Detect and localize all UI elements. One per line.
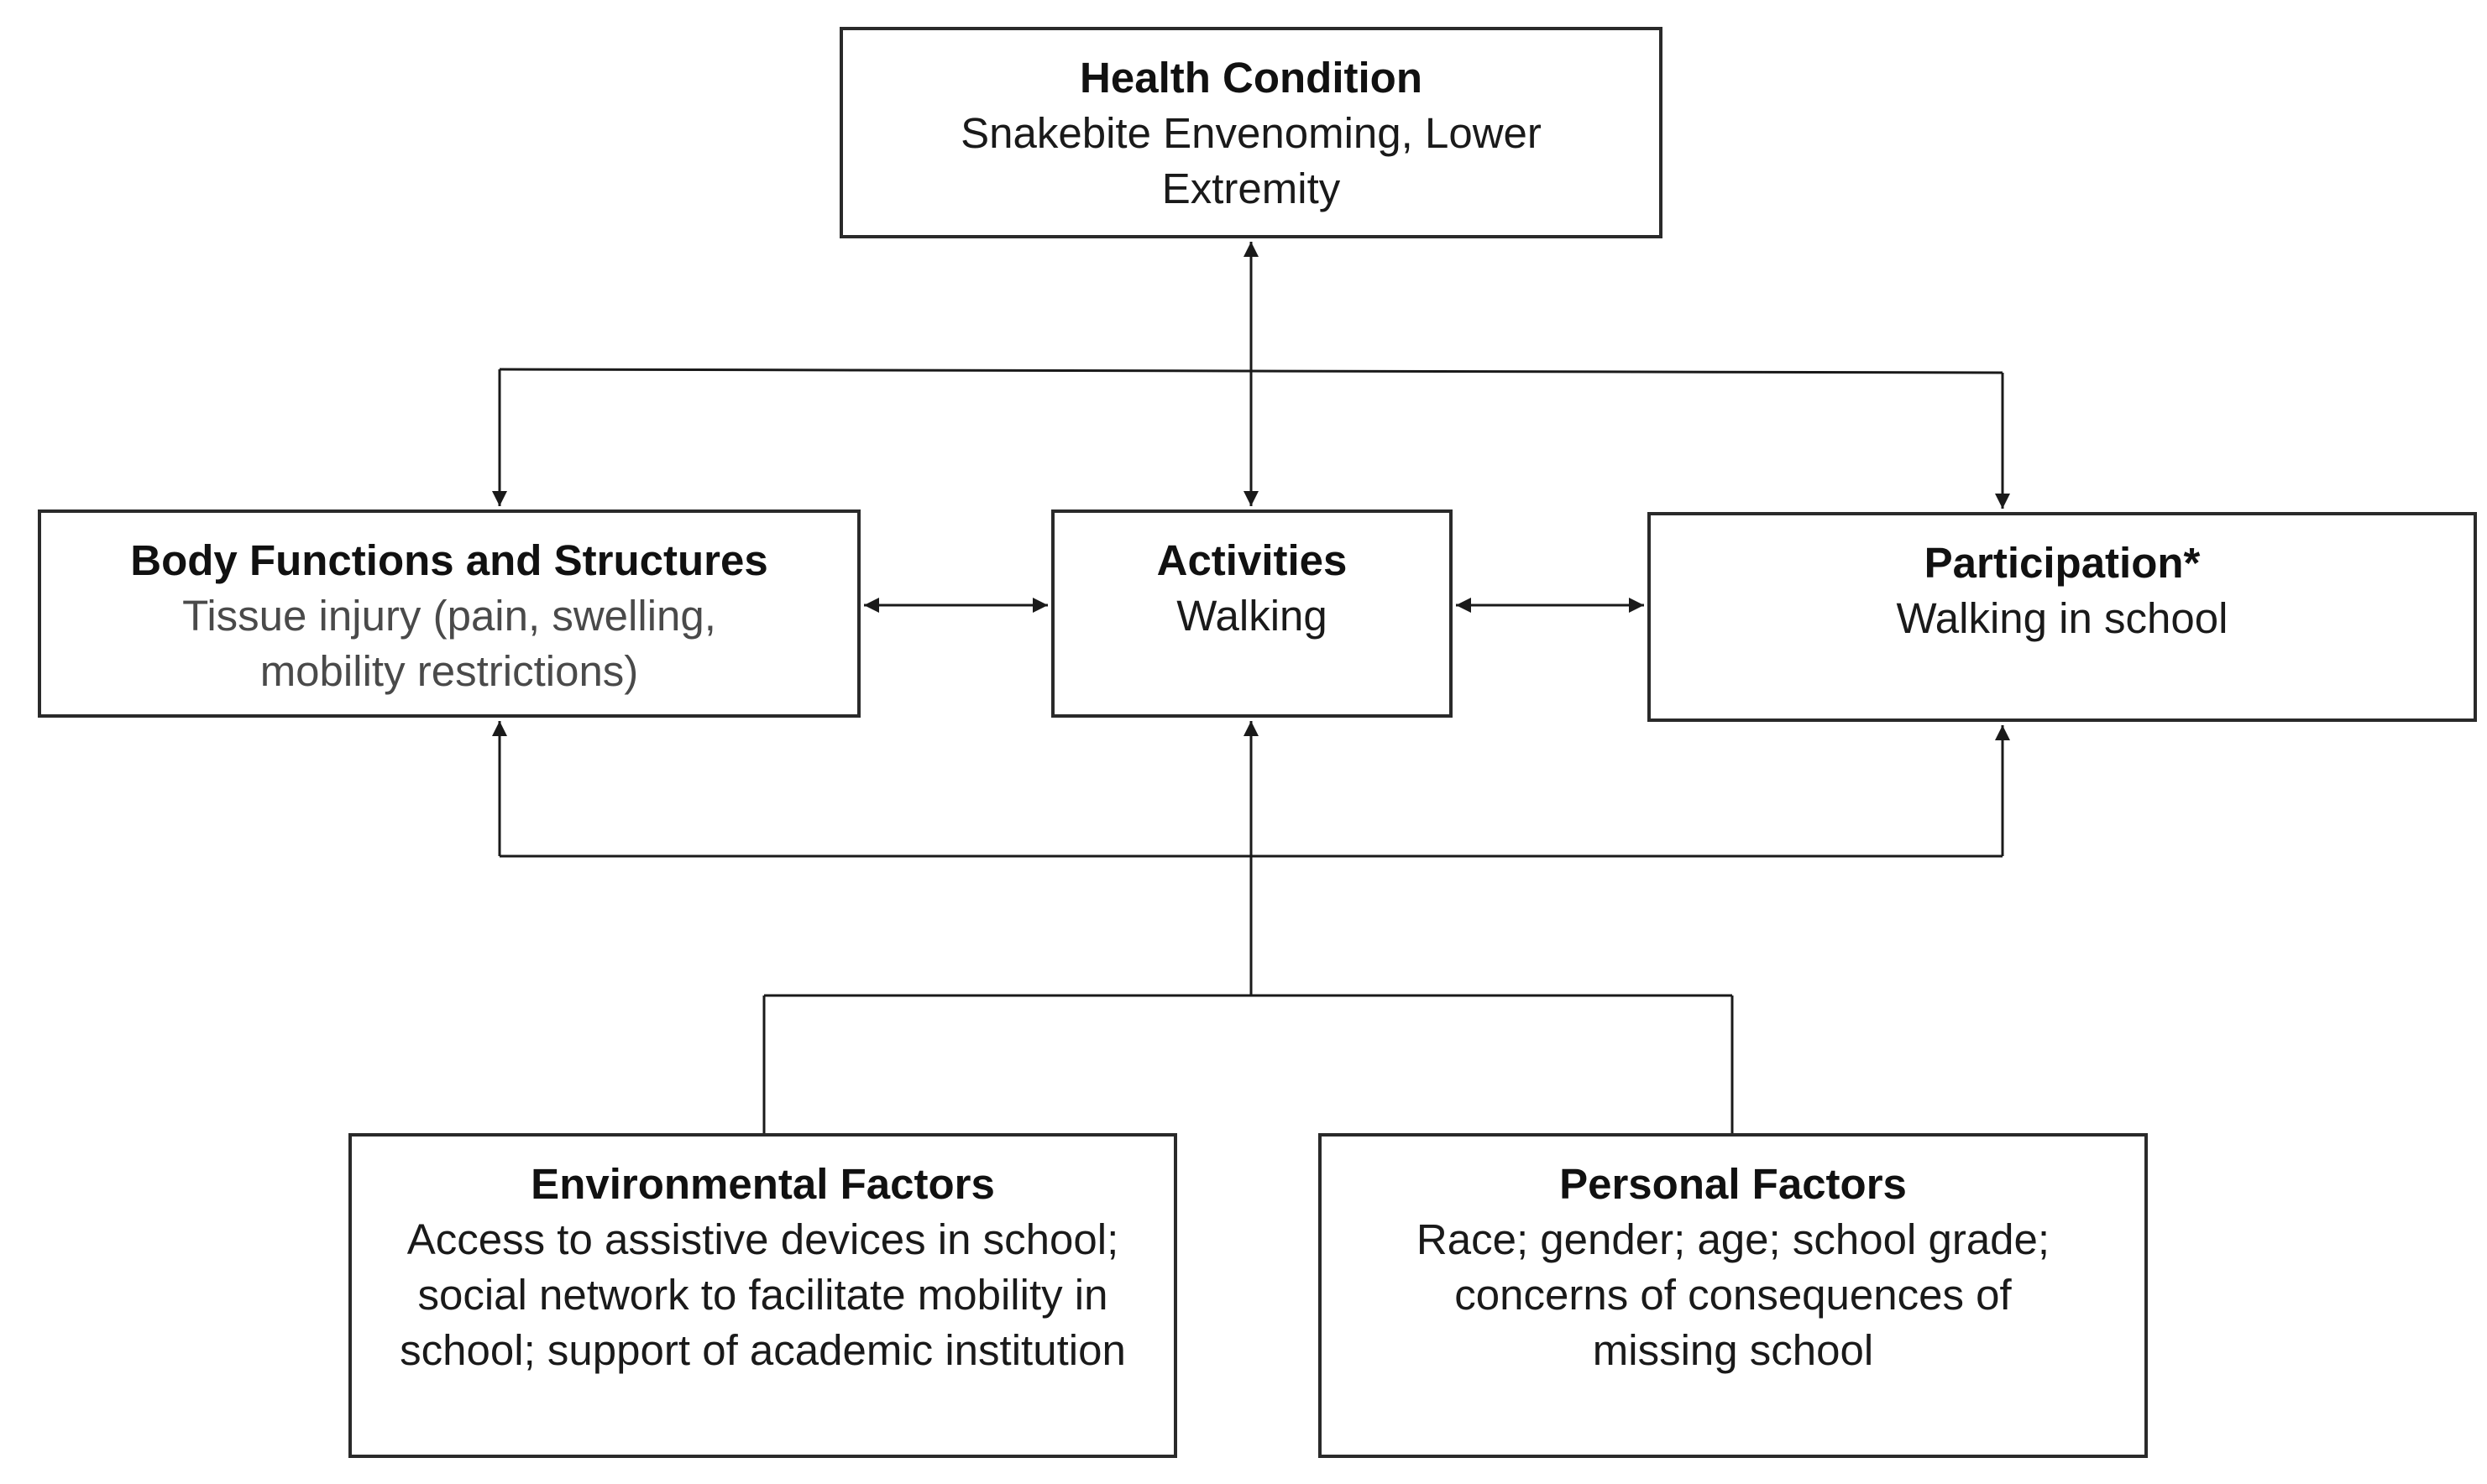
top-distribution-line: [500, 369, 2003, 373]
health-condition-title: Health Condition: [1080, 54, 1422, 102]
health-condition-box: [840, 27, 1662, 238]
environmental-factors-box: [348, 1133, 1177, 1458]
activities-title: Activities: [1156, 536, 1348, 584]
participation-title: Participation*: [1924, 539, 2201, 587]
environmental-factors-text: Access to assistive devices in school; social network to facilitate mobility in school; support of academic institution: [400, 1215, 1126, 1374]
activities-box: [1051, 509, 1453, 718]
participation-text: Walking in school: [1896, 594, 2228, 642]
personal-factors-box: [1318, 1133, 2148, 1458]
health-condition-text: Snakebite Envenoming, Lower Extremity: [961, 109, 1542, 212]
personal-factors-title: Personal Factors: [1559, 1160, 1907, 1208]
environmental-factors-title: Environmental Factors: [531, 1160, 995, 1208]
participation-box: [1647, 512, 2477, 722]
activities-text: Walking: [1176, 592, 1327, 640]
body-functions-title: Body Functions and Structures: [130, 536, 768, 584]
body-functions-box: [38, 509, 861, 718]
personal-factors-text: Race; gender; age; school grade; concerns of consequences of missing school: [1416, 1215, 2050, 1374]
body-functions-text: Tissue injury (pain, swelling, mobility restrictions): [182, 592, 716, 695]
